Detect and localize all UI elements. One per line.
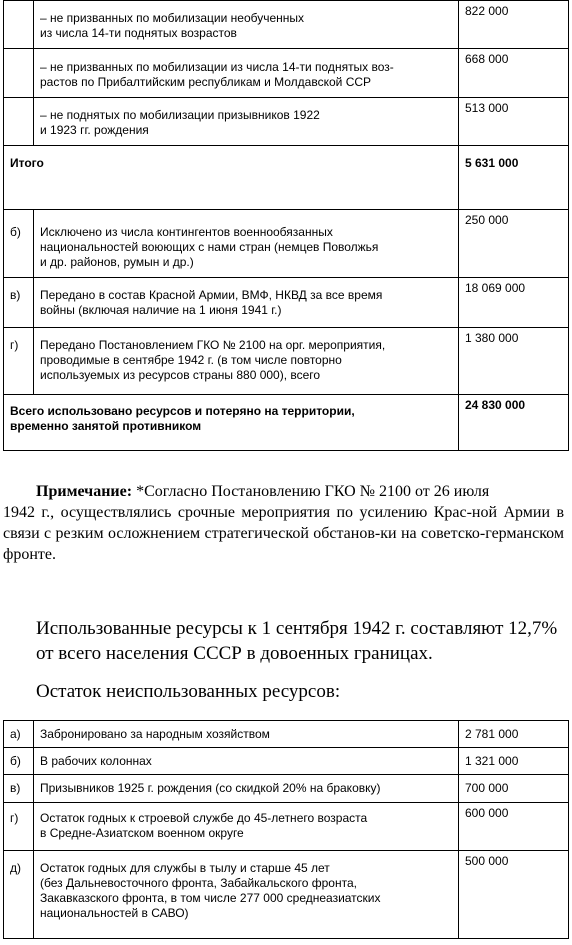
row-text: – не призванных по мобилизации из числа 14-ти поднятых воз- растов по Прибалтийским республикам и Молдавской ССР [34, 49, 459, 98]
row-text: Передано в состав Красной Армии, ВМФ, НКВД за все время войны (включая наличие на 1 июня 1941 г.) [34, 278, 459, 328]
total-value: 5 631 000 [459, 146, 569, 210]
table-row [4, 851, 569, 939]
grand-total-row [4, 395, 569, 451]
row-value: 1 321 000 [459, 748, 569, 775]
row-letter [4, 98, 34, 146]
note-label: Примечание: [36, 483, 133, 500]
row-letter [4, 49, 34, 98]
remaining-title: Остаток неиспользованных ресурсов: [36, 681, 341, 702]
row-text: Остаток годных к строевой службе до 45-летнего возраста в Средне-Азиатском военном округе [34, 803, 459, 851]
row-letter: г) [4, 328, 34, 395]
resources-used-table [3, 0, 569, 451]
row-letter: в) [4, 278, 34, 328]
total-label: Итого [4, 146, 459, 210]
row-value: 600 000 [459, 803, 569, 851]
row-text: Передано Постановлением ГКО № 2100 на орг. мероприятия, проводимые в сентябре 1942 г. (в том числе повторно используемых из ресурсов страны 880 000), всего [34, 328, 459, 395]
row-value: 250 000 [459, 210, 569, 278]
remaining-resources-table [3, 720, 569, 939]
grand-total-label: Всего использовано ресурсов и потеряно на территории, временно занятой противником [4, 395, 459, 451]
row-text: – не поднятых по мобилизации призывников 1922 и 1923 гг. рождения [34, 98, 459, 146]
total-row [4, 146, 569, 210]
table-row [4, 748, 569, 775]
row-letter: б) [4, 748, 34, 775]
row-letter: б) [4, 210, 34, 278]
row-value: 513 000 [459, 98, 569, 146]
row-value: 668 000 [459, 49, 569, 98]
row-text: Остаток годных для службы в тылу и старше 45 лет (без Дальневосточного фронта, Забайкальского фронта, Закавказского фронта, в том числе 277 000 среднеазиатских национальностей в САВО) [34, 851, 459, 939]
table-row [4, 803, 569, 851]
table-row [4, 775, 569, 803]
grand-total-value: 24 830 000 [459, 395, 569, 451]
row-letter: г) [4, 803, 34, 851]
resources-paragraph: Использованные ресурсы к 1 сентября 1942 г. составляют 12,7% от всего населения СССР в довоенных границах. [36, 618, 558, 664]
table-row [4, 49, 569, 98]
table-row [4, 210, 569, 278]
table-row [4, 278, 569, 328]
row-value: 1 380 000 [459, 328, 569, 395]
note-text-first: *Согласно Постановлению ГКО № 2100 от 26 июля [132, 483, 490, 500]
row-value: 18 069 000 [459, 278, 569, 328]
note-paragraph [3, 481, 564, 565]
row-value: 700 000 [459, 775, 569, 803]
row-value: 500 000 [459, 851, 569, 939]
row-text: В рабочих колоннах [34, 748, 459, 775]
row-value: 2 781 000 [459, 721, 569, 748]
row-letter: а) [4, 721, 34, 748]
table-row [4, 721, 569, 748]
row-letter [4, 1, 34, 49]
row-letter: д) [4, 851, 34, 939]
row-value: 822 000 [459, 1, 569, 49]
table-row [4, 98, 569, 146]
row-letter: в) [4, 775, 34, 803]
row-text: Забронировано за народным хозяйством [34, 721, 459, 748]
row-text: Исключено из числа контингентов военнообязанных национальностей воюющих с нами стран (немцев Поволжья и др. районов, румын и др.) [34, 210, 459, 278]
row-text: Призывников 1925 г. рождения (со скидкой 20% на браковку) [34, 775, 459, 803]
row-text: – не призванных по мобилизации необученных из числа 14-ти поднятых возрастов [34, 1, 459, 49]
table-row [4, 1, 569, 49]
table-row [4, 328, 569, 395]
note-text-rest: 1942 г., осуществлялись срочные мероприятия по усилению Крас-ной Армии в связи с резким осложнением стратегической обстанов-ки на советско-германском фронте. [3, 504, 564, 563]
